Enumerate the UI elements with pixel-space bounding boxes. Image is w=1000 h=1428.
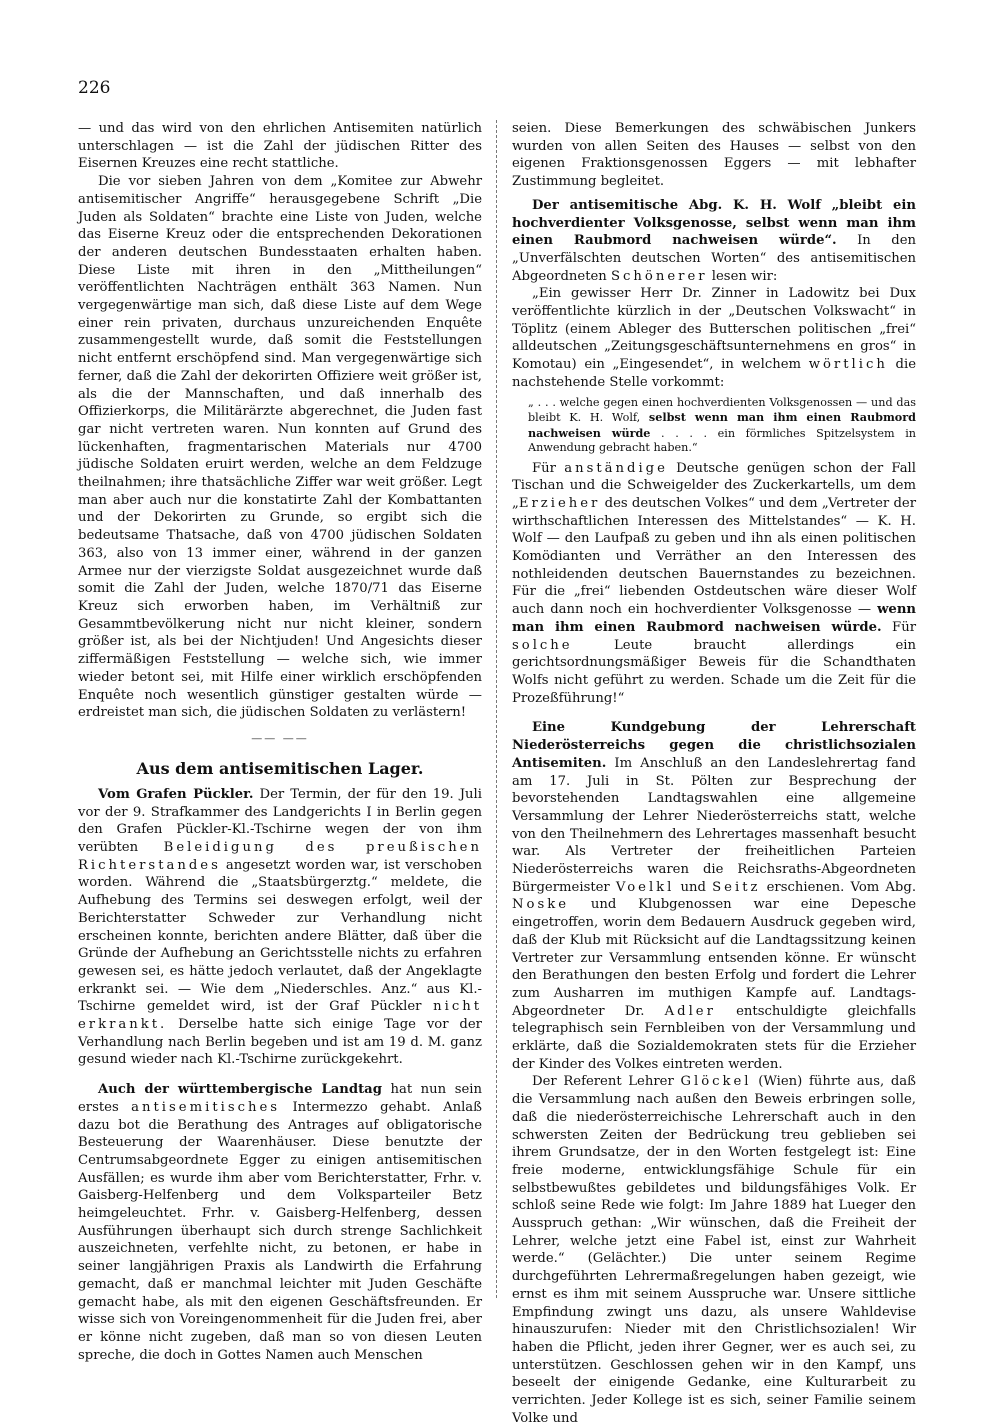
spaced-text: Voelkl: [615, 879, 675, 895]
article-heading: Der antisemitische Abg. K. H. Wolf „bleibt ein hochverdienter Volksgenosse, selbst wenn man ihm einen Raubmord nachweisen würde“.: [512, 197, 916, 249]
spaced-text: Glöckel: [680, 1074, 752, 1090]
article-heading: Vom Grafen Pückler.: [98, 786, 254, 802]
text: Intermezzo gehabt. Anlaß dazu bot die Berathung des Antrages auf obligatorische Besteuerung der Waarenhäuser. Diese benutzte der Centrumsabgeordnete Egger zu einigen antisemitischen Ausfällen; es wurde ihm aber vom Berichterstatter, Frhr. v. Gaisberg-Helfenberg und dem Volksparteiler Betz heimgeleuchtet. Frhr. v. Gaisberg-Helfenberg, dessen Ausführungen überhaupt sich durch strenge Sachlichkeit auszeichneten, verfehlte nicht, zu betonen, er habe in seiner langjährigen Praxis als Landwirth die Erfahrung gemacht, daß er manchmal leichter mit Juden Geschäfte gemacht habe, als mit den eigenen Geschäftsfreunden. Er wisse sich von Voreingenommenheit für die Juden frei, aber er könne nicht zugeben, daß man so von diesen Leuten spreche, die doch in Gottes Namen auch Menschen: [78, 1099, 482, 1363]
text: die nachstehende Stelle vorkommt:: [512, 357, 916, 390]
paragraph: seien. Diese Bemerkungen des schwäbischen Junkers wurden von allen Seiten des Hauses — selbst von den eigenen Fraktionsgenossen Eggers — mit lebhafter Zustimmung begleitet.: [512, 121, 916, 190]
text: Deutsche genügen schon der Fall Tischan und die Schweigelder des Zuckerkartells, um dem „: [512, 460, 916, 511]
text: Für: [532, 460, 556, 476]
section-divider: —— ——: [251, 731, 309, 745]
block-quote: [528, 396, 916, 456]
spaced-text: antisemitisches: [131, 1099, 281, 1115]
text: entschuldigte gleichfalls telegraphisch sein Fernbleiben von der Versammlung und erklärte, daß die Sozialdemokraten stets für die Erzieher der Kinder des Volkes eintreten werden.: [512, 1003, 916, 1072]
spaced-text: Beleidigung des preußischen Richterstandes: [78, 840, 482, 873]
text: des deutschen Volkes“ und dem „Vertreter der wirthschaftlichen Interessen des Mittelstandes“ — K. H. Wolf — den Laufpaß zu geben und ihn als einen politischen Komödianten und Verräther an den Interessen des nothleidenden deutschen Bauernstandes zu bezeichnen. Für die „frei“ liebenden Ostdeutschen wäre dieser Wolf auch dann noch ein hochverdienter Volksgenosse —: [512, 495, 916, 618]
paragraph: [512, 719, 916, 1073]
spaced-text: wörtlich: [808, 357, 888, 373]
text: Im Anschluß an den Landeslehrertag fand am 17. Juli in St. Pölten zur Besprechung der bevorstehenden Landtagswahlen eine allgemeine Versammlung der Lehrer Niederösterreichs statt, welche von den Theilnehmern des Lehrertages massenhaft besucht war. Als Vertreter der freiheitlichen Parteien Niederösterreichs waren die Reichsraths-Abgeordneten Bürgermeister: [512, 755, 916, 895]
article-heading: Auch der württembergische Landtag: [98, 1082, 382, 1098]
text: erschienen. Vom Abg.: [766, 879, 917, 895]
spaced-text: Seitz: [712, 879, 761, 895]
paragraph: [78, 786, 482, 1069]
text: Für: [892, 619, 916, 635]
spaced-text: Erzieher: [518, 495, 601, 511]
text: lesen wir:: [711, 268, 778, 284]
left-column: [78, 120, 482, 1364]
paragraph: [512, 1073, 916, 1427]
spaced-text: Schönerer: [611, 268, 708, 284]
text: In den „Unverfälschten deutschen Worten“ des antisemitischen Abgeordneten: [512, 233, 916, 284]
text: hat nun sein erstes: [78, 1082, 482, 1115]
article-heading: Eine Kundgebung der Lehrerschaft Niederösterreichs gegen die christlichsozialen Antisemiten.: [512, 720, 916, 771]
text: „Ein gewisser Herr Dr. Zinner in Ladowitz bei Dux veröffentlichte kürzlich in der „Deutschen Volkswacht“ in Töplitz (einem Ableger des Butterschen politischen „frei“ alldeutschen „Zeitungsgeschäftsunternehmens en gros“ in Komotau) ein „Eingesendet“, in welchem: [512, 286, 916, 373]
text: „ . . . welche gegen einen hochverdienten Volksgenossen — und das bleibt K. H. Wolf,: [528, 395, 916, 425]
text: Der Termin, der für den 19. Juli vor der 9. Strafkammer des Landgerichts I in Berlin gegen den Grafen Pückler-Kl.-Tschirne wegen der von ihm verübten: [78, 786, 482, 856]
text: Der Referent Lehrer: [532, 1074, 674, 1090]
paragraph: — und das wird von den ehrlichen Antisemiten natürlich unterschlagen — ist die Zahl der jüdischen Ritter des Eisernen Kreuzes eine recht stattliche.: [78, 121, 482, 172]
paragraph: Die vor sieben Jahren von dem „Komitee zur Abwehr antisemitischer Angriffe“ herausgegebene Schrift „Die Juden als Soldaten“ brachte eine Liste von Juden, welche das Eiserne Kreuz oder die entsprechenden Dekorationen der anderen deutschen Bundesstaaten erhalten haben. Diese Liste mit ihren in den „Mittheilungen“ veröffentlichten Nachträgen enthält 363 Namen. Nun vergegenwärtige man sich, daß diese Liste auf dem Wege einer rein privaten, durchaus unzureichenden Enquête zusammengestellt wurde, daß somit die Feststellungen nicht entfernt erschöpfend sind. Man vergegenwärtige sich ferner, daß die Zahl der dekorirten Offiziere weit größer ist, als die der Mannschaften, und daß innerhalb des Offizierkorps, die Militärärzte abgerechnet, die Juden fast gar nicht vertreten waren. Nun konnten auf Grund des lückenhaften, fragmentarischen Materials nur 4700 jüdische Soldaten eruirt werden, welche an dem Feldzuge theilnahmen; ihre thatsächliche Ziffer war weit größer. Legt man aber auch nur die konstatirte Zahl der Kombattanten und der Dekorirten zu Grunde, so ergibt sich die bedeutsame Thatsache, daß von 4700 jüdischen Soldaten 363, also von 13 immer einer, während in der ganzen Armee nur der vierzigste Soldat ausgezeichnet wurde daß somit die Zahl der Juden, welche 1870/71 das Eiserne Kreuz sich erworben haben, im Verhältniß zur Gesammtbevölkerung nicht nur nicht kleiner, sondern größer ist, als bei der Nichtjuden! Und Angesichts dieser ziffermäßigen Feststellung — welche sich, wie immer wieder betont sei, mit Hilfe einer wirklich erschöpfenden Enquête noch wesentlich günstiger gestalten würde — erdreistet man sich, die jüdischen Soldaten zu verlästern!: [78, 174, 482, 721]
text: angesetzt worden war, ist verschoben worden. Während die „Staatsbürgerztg.“ meldete, die Aufhebung des Termins sei deswegen erfolgt, weil der Berichterstatter Schweder zur Verhandlung nicht erscheinen konnte, berichten andere Blätter, daß über die Gründe der Aufhebung an Gerichtsstelle nichts zu erfahren gewesen sei, es hätte jedoch verlautet, daß der Angeklagte erkrankt sei. — Wie dem „Niederschles. Anz.“ aus Kl.-Tschirne gemeldet wird, ist der Graf Pückler: [78, 857, 482, 1015]
spaced-text: Adler: [664, 1003, 716, 1019]
paragraph: [78, 1081, 482, 1364]
column-divider: [496, 120, 497, 1298]
text: und: [680, 879, 706, 895]
spaced-text: solche: [512, 637, 573, 653]
spaced-text: nicht erkrankt.: [78, 999, 482, 1033]
bold-text: wenn man ihm einen Raubmord nachweisen würde.: [512, 602, 916, 635]
spaced-text: Noske: [512, 897, 570, 913]
section-title: Aus dem antisemitischen Lager.: [136, 758, 424, 778]
paragraph: [512, 285, 916, 391]
text: Derselbe hatte sich einige Tage vor der Verhandlung nach Berlin begeben und ist am 19 d. M. ganz gesund wieder nach Kl.-Tschirne zurückgekehrt.: [78, 1017, 482, 1068]
text: (Wien) führte aus, daß die Versammlung nach außen den Beweis erbringen solle, daß die niederösterreichische Lehrerschaft auch in den schwersten Zeiten der Bedrückung treu geblieben sei ihrem Grundsatze, der in den Worten festgelegt ist: Eine freie moderne, entwicklungsfähige Schule für ein selbstbewußtes gebildetes und bildungsfähiges Volk. Er schloß seine Rede wie folgt: Im Jahre 1889 hat Lueger den Ausspruch gethan: „Wir wünschen, daß die Freiheit der Lehrer, welche jetzt eine Fabel ist, einst zur Wahrheit werde.“ (Gelächter.) Die unter seinem Regime durchgeführten Lehrermaßregelungen haben gezeigt, wie ernst es ihm mit seinem Ausspruche war. Unsere sittliche Empfindung zwingt uns dazu, als unsere Wahldevise hinauszurufen: Nieder mit den Christlichsozialen! Wir haben die Pflicht, jeden ihrer Gegner, wer es auch sei, zu unterstützen. Geschlossen gehen wir in den Kampf, uns beseelt der einigende Gedanke, eine Kulturarbeit zu verrichten. Jeder Kollege ist es sich, seiner Familie seinem Volke und: [512, 1074, 916, 1426]
spaced-text: anständige: [564, 460, 668, 476]
paragraph: [512, 197, 916, 286]
text: . . . . ein förmliches Spitzelsystem in Anwendung gebracht haben.“: [528, 426, 916, 455]
text: Leute braucht allerdings ein gerichtsordnungsmäßiger Beweis für die Schandthaten Wolfs nicht geführt zu werden. Schade um die Zeit für die Prozeßführung!“: [512, 637, 916, 706]
text: und Klubgenossen war eine Depesche eingetroffen, worin dem Bedauern Ausdruck gegeben wird, daß der Klub mit Rücksicht auf die Landtagssitzung keinen Vertreter zur Versammlung entsenden könne. Er wünscht den Berathungen den besten Erfolg und fordert die Lehrer zum Ausharren im muthigen Kampfe auf. Landtags-Abgeordneter Dr.: [512, 897, 917, 1019]
page-number: 226: [78, 78, 111, 98]
right-column: [512, 120, 916, 1428]
paragraph: [512, 460, 916, 708]
bold-text: selbst wenn man ihm einen Raubmord nachweisen würde: [528, 410, 916, 440]
